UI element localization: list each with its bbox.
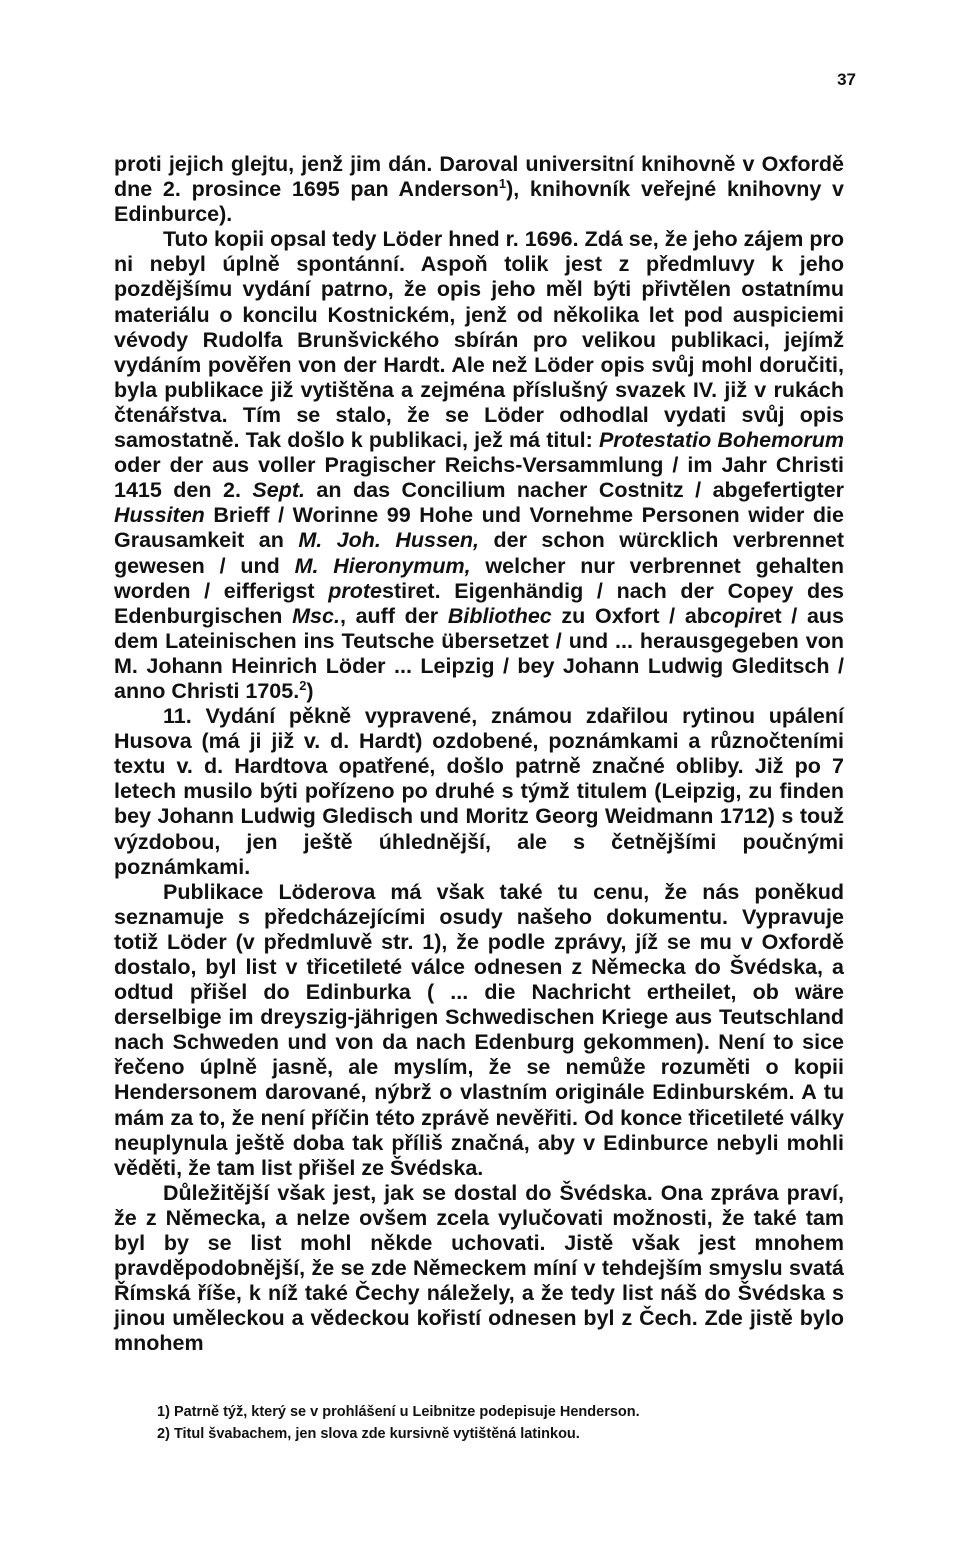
footnote-text: Patrně týž, který se v prohlášení u Leibnitze podepisuje Henderson. bbox=[173, 1404, 640, 1420]
page-number: 37 bbox=[837, 70, 856, 89]
text-run: stiret. Eigenhändig / nach der Copey des Edenburgischen bbox=[114, 578, 844, 628]
paragraph bbox=[114, 152, 844, 227]
text-run: ), knihovník veřejné knihovny v Edinburce). bbox=[114, 177, 845, 227]
paragraph bbox=[114, 880, 844, 1181]
italic-text: Sept. bbox=[252, 478, 305, 503]
footnote-text: Titul švabachem, jen slova zde kursivně vytištěná latinkou. bbox=[173, 1426, 580, 1442]
italic-text: Hussiten bbox=[114, 503, 205, 528]
footnote-mark: 1 bbox=[157, 1404, 166, 1420]
footnote-ref: 2 bbox=[299, 677, 307, 693]
text-run: Důležitější však jest, jak se dostal do Švédska. Ona zpráva praví, že z Německa, a nelze ovšem zcela vylučovati možnosti, že také tam byl by se list mohl někde uchovati. Jistě však jest mnohem pravděpodobnější, že se zde Německem míní v tehdejším smyslu svatá Římská říše, k níž také Čechy náležely, a že tedy list náš do Švédska s jinou uměleckou a vědeckou kořistí odnesen byl z Čech. Zde jistě bylo mnohem bbox=[114, 1180, 844, 1356]
body-text bbox=[114, 152, 844, 1357]
text-run: Publikace Löderova má však také tu cenu, že nás poněkud seznamuje s předcházejícími osudy našeho dokumentu. Vypravuje totiž Löder (v předmluvě str. 1), že podle zprávy, jíž se mu v Oxfordě dostalo, byl list v třicetileté válce odnesen z Německa do Švédska, a odtud přišel do Edinburka ( ... die Nachricht ertheilet, ob wäre derselbige im dreyszig-jährigen Schwedischen Kriege aus Teutschland nach Schweden und von da nach Edenburg gekommen). Není to sice řečeno úplně jasně, ale myslím, že se nemůže rozuměti o kopii Hendersonem darované, nýbrž o vlastním originále Edinburském. A tu mám za to, že není příčin této zprávě nevěřiti. Od konce třicetileté války neuplynula ještě doba tak příliš značná, aby v Edinburce nebyli mohli věděti, že tam list přišel ze Švédska. bbox=[114, 879, 844, 1180]
footnote: 2) Titul švabachem, jen slova zde kursivně vytištěná latinkou. bbox=[157, 1426, 580, 1442]
text-run: , auff der bbox=[339, 603, 448, 628]
italic-text: copi bbox=[709, 603, 755, 628]
italic-text: prote bbox=[328, 578, 383, 603]
footnote: 1) Patrně týž, který se v prohlášení u Leibnitze podepisuje Henderson. bbox=[157, 1404, 640, 1420]
footnotes bbox=[157, 1401, 857, 1445]
paragraph bbox=[114, 704, 844, 880]
text-run: ) bbox=[306, 678, 314, 703]
paragraph bbox=[114, 227, 844, 704]
text-run: Tuto kopii opsal tedy Löder hned r. 1696. Zdá se, že jeho zájem pro ni nebyl úplně spontánní. Aspoň tolik jest z předmluvy k jeho pozdějšímu vydání patrno, že opis jeho měl býti přivtělen ostatnímu materiálu o koncilu Kostnickém, jenž od několika let pod auspiciemi vévody Rudolfa Brunšvického sbírán pro velikou publikaci, jejímž vydáním pověřen von der Hardt. Ale než Löder opis svůj mohl doručiti, byla publikace již vytištěna a zejména příslušný svazek IV. již v rukách čtenářstva. Tím se stalo, že se Löder odhodlal vydati svůj opis samostatně. Tak došlo k publikaci, jež má titul: bbox=[114, 227, 844, 453]
text-run: ret / aus dem Lateinischen ins Teutsche übersetzet / und ... herausgegeben von M. Johann Heinrich Löder ... Leipzig / bey Johann Ludwig Gleditsch / anno Christi 1705. bbox=[114, 603, 844, 703]
italic-text: Bibliothec bbox=[447, 603, 552, 628]
text-run: proti jejich glejtu, jenž jim dán. Daroval universitní knihovně v Oxfordě dne 2. prosince 1695 pan Anderson bbox=[114, 152, 844, 202]
text-run: welcher nur verbrennet gehalten worden / eifferigst bbox=[114, 553, 844, 603]
text-run: Brieff / Worinne 99 Hohe und Vornehme Personen wider die Grausamkeit an bbox=[114, 503, 844, 553]
text-run: an das Concilium nacher Costnitz / abgefertigter bbox=[304, 478, 844, 503]
footnote-ref: 1 bbox=[498, 175, 507, 191]
italic-text: M. Joh. Hussen, bbox=[298, 528, 479, 553]
text-run: 11. Vydání pěkně vypravené, známou zdařilou rytinou upálení Husova (má ji již v. d. Hardt) ozdobené, poznámkami a různočteními textu v. d. Hardtova opatřené, došlo patrně značné obliby. Již po 7 letech musilo býti pořízeno po druhé s týmž titulem (Leipzig, zu finden bey Johann Ludwig Gledisch und Moritz Georg Weidmann 1712) s touž výzdobou, jen ještě úhlednější, ale s četnějšími poučnými poznámkami. bbox=[114, 704, 844, 879]
italic-text: Protestatio Bohemorum bbox=[598, 428, 845, 453]
paragraph bbox=[114, 1181, 844, 1357]
italic-text: Msc. bbox=[292, 603, 340, 628]
text-run: zu Oxfort / ab bbox=[551, 603, 710, 628]
text-run: der schon würcklich verbrennet gewesen / und bbox=[114, 528, 844, 578]
text-run: oder der aus voller Pragischer Reichs-Versammlung / im Jahr Christi 1415 den 2. bbox=[114, 453, 844, 503]
italic-text: M. Hieronymum, bbox=[294, 553, 471, 578]
footnote-mark: 2 bbox=[157, 1426, 166, 1442]
